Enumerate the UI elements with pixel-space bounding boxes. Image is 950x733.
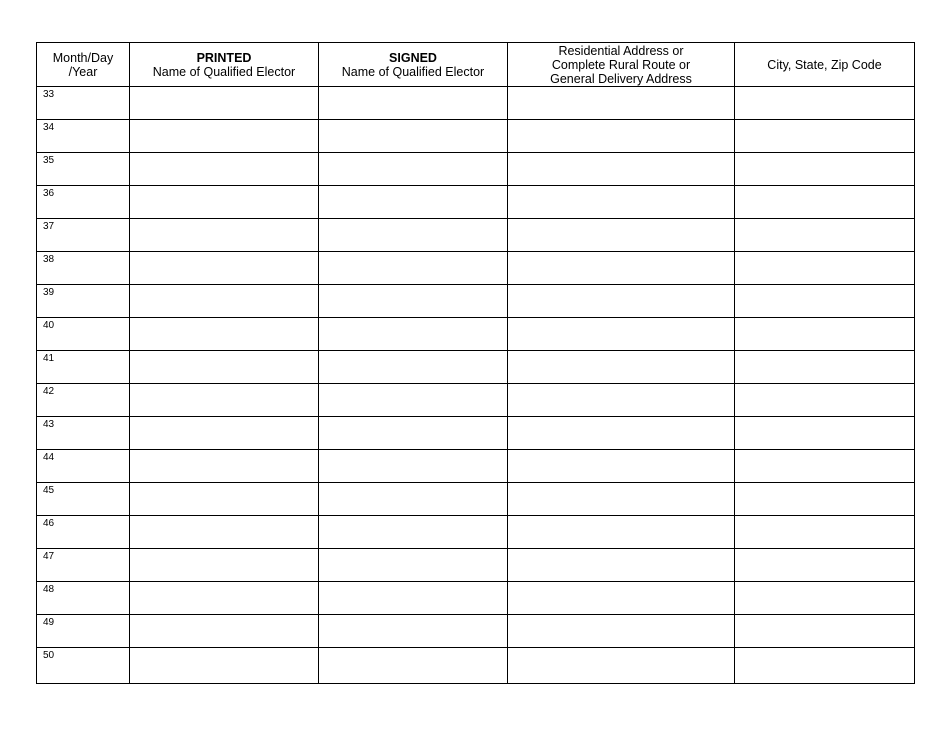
header-printed-name <box>130 43 319 87</box>
address-cell[interactable] <box>508 285 735 318</box>
row-number: 48 <box>43 584 55 595</box>
signed-name-cell[interactable] <box>319 483 508 516</box>
row-number: 41 <box>43 353 55 364</box>
address-cell[interactable] <box>508 153 735 186</box>
date-cell[interactable] <box>37 219 130 252</box>
date-cell[interactable] <box>37 417 130 450</box>
header-printed-text: Name of Qualified Elector <box>152 64 296 79</box>
signed-name-cell[interactable] <box>319 582 508 615</box>
header-signed-name <box>319 43 508 87</box>
signed-name-cell[interactable] <box>319 186 508 219</box>
date-cell[interactable] <box>37 153 130 186</box>
printed-name-cell[interactable] <box>130 516 319 549</box>
date-cell[interactable] <box>37 450 130 483</box>
signed-name-cell[interactable] <box>319 648 508 684</box>
city-state-zip-cell[interactable] <box>735 153 915 186</box>
date-cell[interactable] <box>37 285 130 318</box>
city-state-zip-cell[interactable] <box>735 384 915 417</box>
row-number: 45 <box>43 485 55 496</box>
printed-name-cell[interactable] <box>130 549 319 582</box>
city-state-zip-cell[interactable] <box>735 450 915 483</box>
city-state-zip-cell[interactable] <box>735 549 915 582</box>
printed-name-cell[interactable] <box>130 615 319 648</box>
header-city-state-zip <box>735 43 915 87</box>
signed-name-cell[interactable] <box>319 219 508 252</box>
signed-name-cell[interactable] <box>319 120 508 153</box>
table-row <box>37 285 915 318</box>
table-row <box>37 615 915 648</box>
address-cell[interactable] <box>508 417 735 450</box>
header-printed-label: PRINTED <box>196 50 252 65</box>
date-cell[interactable] <box>37 549 130 582</box>
table-row <box>37 450 915 483</box>
table-row <box>37 120 915 153</box>
table-row <box>37 252 915 285</box>
row-number: 39 <box>43 287 55 298</box>
city-state-zip-cell[interactable] <box>735 351 915 384</box>
table-row <box>37 384 915 417</box>
row-number: 43 <box>43 419 55 430</box>
row-number: 40 <box>43 320 55 331</box>
petition-signature-table <box>36 42 915 684</box>
city-state-zip-cell[interactable] <box>735 318 915 351</box>
city-state-zip-cell[interactable] <box>735 120 915 153</box>
printed-name-cell[interactable] <box>130 252 319 285</box>
date-cell[interactable] <box>37 186 130 219</box>
city-state-zip-cell[interactable] <box>735 615 915 648</box>
row-number: 44 <box>43 452 55 463</box>
address-cell[interactable] <box>508 87 735 120</box>
table-row <box>37 549 915 582</box>
row-number: 36 <box>43 188 55 199</box>
table-row <box>37 186 915 219</box>
address-cell[interactable] <box>508 516 735 549</box>
signed-name-cell[interactable] <box>319 384 508 417</box>
printed-name-cell[interactable] <box>130 153 319 186</box>
signed-name-cell[interactable] <box>319 615 508 648</box>
table-row <box>37 153 915 186</box>
row-number: 35 <box>43 155 55 166</box>
address-cell[interactable] <box>508 186 735 219</box>
date-cell[interactable] <box>37 483 130 516</box>
address-cell[interactable] <box>508 648 735 684</box>
table-row <box>37 582 915 615</box>
date-cell[interactable] <box>37 351 130 384</box>
header-signed-text: Name of Qualified Elector <box>341 64 485 79</box>
address-cell[interactable] <box>508 549 735 582</box>
signed-name-cell[interactable] <box>319 450 508 483</box>
printed-name-cell[interactable] <box>130 384 319 417</box>
address-cell[interactable] <box>508 252 735 285</box>
header-row <box>37 43 915 87</box>
date-cell[interactable] <box>37 318 130 351</box>
signed-name-cell[interactable] <box>319 285 508 318</box>
city-state-zip-cell[interactable] <box>735 483 915 516</box>
row-number: 49 <box>43 617 55 628</box>
city-state-zip-cell[interactable] <box>735 582 915 615</box>
row-number: 34 <box>43 122 55 133</box>
city-state-zip-cell[interactable] <box>735 87 915 120</box>
printed-name-cell[interactable] <box>130 87 319 120</box>
table-row <box>37 483 915 516</box>
address-cell[interactable] <box>508 450 735 483</box>
row-number: 42 <box>43 386 55 397</box>
address-cell[interactable] <box>508 219 735 252</box>
row-number: 33 <box>43 89 55 100</box>
table-row <box>37 87 915 120</box>
date-cell[interactable] <box>37 582 130 615</box>
printed-name-cell[interactable] <box>130 417 319 450</box>
printed-name-cell[interactable] <box>130 219 319 252</box>
signed-name-cell[interactable] <box>319 252 508 285</box>
row-number: 46 <box>43 518 55 529</box>
row-number: 38 <box>43 254 55 265</box>
address-cell[interactable] <box>508 318 735 351</box>
table-row <box>37 318 915 351</box>
city-state-zip-cell[interactable] <box>735 516 915 549</box>
printed-name-cell[interactable] <box>130 351 319 384</box>
date-cell[interactable] <box>37 648 130 684</box>
header-address-line3: General Delivery Address <box>550 71 692 86</box>
date-cell[interactable] <box>37 120 130 153</box>
header-date-line2: /Year <box>68 64 98 79</box>
address-cell[interactable] <box>508 582 735 615</box>
city-state-zip-cell[interactable] <box>735 219 915 252</box>
printed-name-cell[interactable] <box>130 120 319 153</box>
printed-name-cell[interactable] <box>130 186 319 219</box>
city-state-zip-cell[interactable] <box>735 417 915 450</box>
header-address-line1: Residential Address or <box>558 43 684 58</box>
printed-name-cell[interactable] <box>130 285 319 318</box>
row-number: 50 <box>43 650 55 661</box>
date-cell[interactable] <box>37 252 130 285</box>
signed-name-cell[interactable] <box>319 516 508 549</box>
address-cell[interactable] <box>508 615 735 648</box>
header-date <box>37 43 130 87</box>
table-row <box>37 516 915 549</box>
printed-name-cell[interactable] <box>130 483 319 516</box>
address-cell[interactable] <box>508 483 735 516</box>
table-row <box>37 417 915 450</box>
date-cell[interactable] <box>37 615 130 648</box>
signed-name-cell[interactable] <box>319 153 508 186</box>
signature-rows <box>37 87 915 684</box>
header-signed-label: SIGNED <box>389 50 437 65</box>
address-cell[interactable] <box>508 120 735 153</box>
city-state-zip-cell[interactable] <box>735 285 915 318</box>
date-cell[interactable] <box>37 516 130 549</box>
city-state-zip-cell[interactable] <box>735 648 915 684</box>
printed-name-cell[interactable] <box>130 450 319 483</box>
header-address <box>508 43 735 87</box>
header-city-text: City, State, Zip Code <box>767 57 882 72</box>
address-cell[interactable] <box>508 351 735 384</box>
signed-name-cell[interactable] <box>319 351 508 384</box>
signed-name-cell[interactable] <box>319 549 508 582</box>
city-state-zip-cell[interactable] <box>735 186 915 219</box>
address-cell[interactable] <box>508 384 735 417</box>
table-row <box>37 648 915 684</box>
table-row <box>37 219 915 252</box>
row-number: 47 <box>43 551 55 562</box>
signed-name-cell[interactable] <box>319 318 508 351</box>
city-state-zip-cell[interactable] <box>735 252 915 285</box>
header-date-line1: Month/Day <box>52 50 114 65</box>
printed-name-cell[interactable] <box>130 582 319 615</box>
row-number: 37 <box>43 221 55 232</box>
table-row <box>37 351 915 384</box>
header-address-line2: Complete Rural Route or <box>551 57 691 72</box>
printed-name-cell[interactable] <box>130 318 319 351</box>
signed-name-cell[interactable] <box>319 87 508 120</box>
signed-name-cell[interactable] <box>319 417 508 450</box>
date-cell[interactable] <box>37 384 130 417</box>
date-cell[interactable] <box>37 87 130 120</box>
printed-name-cell[interactable] <box>130 648 319 684</box>
